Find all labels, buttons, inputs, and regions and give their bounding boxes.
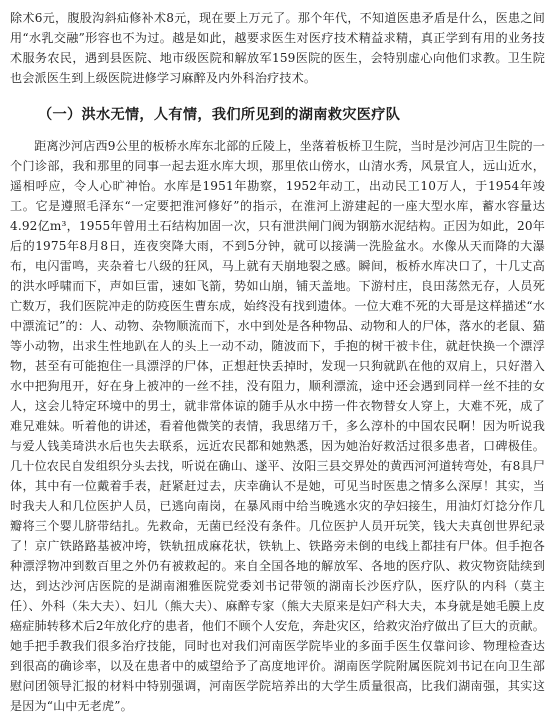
- body-paragraph: 距离沙河店西9公里的板桥水库东北部的丘陵上，坐落着板桥卫生院，当时是沙河店卫生院的一个门诊部，我和那里的同事一起去逛水库大坝，那里依山傍水，山清水秀，风景宜人，远山近水，遥相呼应，令人心旷神怡。水库是1951年勘察，1952年动工，出动民工10万人，于1954年竣工。它是遵照毛泽东“一定要把淮河修好”的指示，在淮河上游建起的一座大型水库，蓄水容量达4.92亿m³，1955年曾用土石结构加固一次，只有泄洪闸门阀为钢筋水泥结构。正因为如此，20年后的1975年8月8日，连夜突降大雨，不到5分钟，就可以接满一洗脸盆水。水像从天而降的大瀑布，电闪雷鸣，夹杂着七八级的狂风，马上就有天崩地裂之感。瞬间，板桥水库决口了，十几丈高的洪水呼啸而下，声如巨雷，速如飞箭，势如山崩，铺天盖地。下游村庄，良田荡然无存，人员死亡数万，我们医院冲走的防疫医生曹东成，始终没有找到遗体。一位大难不死的大哥是这样描述“水中漂流记”的：人、动物、杂物顺流而下，水中到处是各种物品、动物和人的尸体，落水的老鼠、猫等小动物，出求生性地趴在人的头上一动不动，随波而下，手抱的树干被卡住，就赶快换一个漂浮物，甚至有可能抱住一具漂浮的尸体，正想赶快丢掉时，发现一只狗就趴在他的双肩上，只好潜入水中把狗甩开，好在身上被冲的一丝不挂，没有阻力，顺利漂流，途中还会遇到同样一丝不挂的女人，这会儿特定环境中的男士，就非常体谅的随手从水中捞一件衣物替女人穿上，大难不死，成了难兄难妹。听着他的讲述，看着他微笑的表情，我思绪万千，多么淳朴的中国农民啊！因为听说我与爱人钱美琦洪水后也失去联系，远近农民都和她熟悉，因为她治好救活过很多患者，口碑极佳。几十位农民自发组织分头去找，听说在确山、遂平、汝阳三县交界处的黄西河河道转弯处，有8具尸体，其中有一位戴着手表，赶紧赶过去，庆幸确认不是她，可见当时医患之情多么深厚！其实，当时我夫人和几位医护人员，已逃向南岗，在暴风雨中给当晚逃水灾的孕妇接生，用油灯灯捻分作几瓣将三个婴儿脐带结扎。先救命，无菌已经没有条件。几位医护人员开玩笑，钱大夫真创世界纪录了！京广铁路路基被冲垮，铁轨扭成麻花状，铁轨上、铁路旁未倒的电线上都挂有尸体。但手抱各种漂浮物冲到数百里之外仍有被救起的。来自全国各地的解放军、各地的医疗队、救灾物资陆续到达，到达沙河店医院的是湖南湘雅医院党委刘书记带领的湖南长沙医疗队，医疗队的内科（莫主任）、外科（朱大夫）、妇儿（熊大夫）、麻醉专家（熊大夫原来是妇产科大夫，本身就是她毛膜上皮癌症肺转移术后2年放化疗的患者，他们不顾个人安危，奔赴灾区，给救灾治疗做出了巨大的贡献。她手把手教我们很多治疗技能，同时也对我们河南医学院毕业的多面手医生仅靠问诊、物理检查达到很高的确诊率，以及在患者中的威望给予了高度地评价。湖南医学院附属医院刘书记在向卫生部慰问团领导汇报的材料中特别强调，河南医学院培养出的大学生质量很高，比我们湖南强，其实这是因为“山中无老虎”。: [10, 139, 545, 713]
- document-page: [10, 8, 545, 716]
- section-heading: （一）洪水无情，人有情，我们所见到的湖南救灾医疗队: [38, 107, 401, 123]
- intro-paragraph: 除术6元，腹股沟斜疝修补术8元，现在要上万元了。那个年代，不知道医患矛盾是什么，医患之间用“水乳交融”形容也不为过。越是如此，越要求医生对医疗技术精益求精，真正学到有用的业务技术服务农民，遇到县医院、地市级医院和解放军159医院的医生，会特别虚心向他们求教。卫生院也会派医生到上级医院进修学习麻醉及内外科治疗技术。: [10, 11, 545, 85]
